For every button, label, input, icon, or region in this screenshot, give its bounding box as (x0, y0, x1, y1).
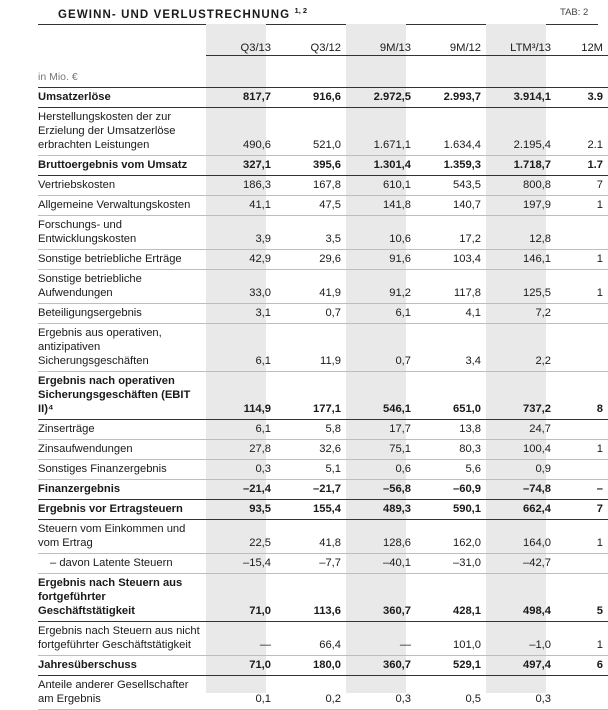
row-value: 7 (556, 500, 608, 520)
row-value: 91,2 (346, 270, 416, 304)
row-value: 1.718,7 (486, 156, 556, 176)
row-label: Ergebnis aus operativen, antizipativen Sicherungsgeschäften (38, 324, 206, 372)
row-value: 6,1 (206, 420, 276, 440)
row-value: 93,5 (206, 500, 276, 520)
row-value: –40,1 (346, 554, 416, 574)
row-value: 22,5 (206, 520, 276, 554)
row-value: 12,8 (486, 216, 556, 250)
row-value: 197,9 (486, 196, 556, 216)
row-value: 3.914,1 (486, 88, 556, 108)
row-value: 80,3 (416, 440, 486, 460)
row-value: 327,1 (206, 156, 276, 176)
row-label: Umsatzerlöse (38, 88, 206, 108)
row-value: 47,5 (276, 196, 346, 216)
row-value: 155,4 (276, 500, 346, 520)
table-row (38, 196, 608, 216)
row-label: Ergebnis nach operativen Sicherungsgeschäften (EBIT II)⁴ (38, 372, 206, 420)
row-value: 2,2 (486, 324, 556, 372)
row-value: 1.301,4 (346, 156, 416, 176)
row-value: 186,3 (206, 176, 276, 196)
row-value (556, 304, 608, 324)
table-title-text: GEWINN- UND VERLUSTRECHNUNG (58, 8, 291, 21)
row-value: 0,1 (206, 676, 276, 710)
table-row (38, 250, 608, 270)
row-value: 5,1 (276, 460, 346, 480)
row-value: 651,0 (416, 372, 486, 420)
tab-reference: TAB: 2 (560, 7, 589, 18)
row-value: 0,3 (346, 676, 416, 710)
row-label: Allgemeine Verwaltungskosten (38, 196, 206, 216)
column-header: Q3/12 (276, 33, 346, 56)
row-value: 2.972,5 (346, 88, 416, 108)
row-value (556, 554, 608, 574)
row-value: 497,4 (486, 656, 556, 676)
row-value: 32,6 (276, 440, 346, 460)
row-value: 1 (556, 622, 608, 656)
row-value: 1 (556, 520, 608, 554)
row-value: 0,7 (346, 324, 416, 372)
row-value: 5,6 (416, 460, 486, 480)
row-value: 167,8 (276, 176, 346, 196)
row-value: 1.634,4 (416, 108, 486, 156)
row-value: 3.9 (556, 88, 608, 108)
row-value: 543,5 (416, 176, 486, 196)
row-label: – davon Latente Steuern (38, 554, 206, 574)
row-value: 1 (556, 196, 608, 216)
row-value: 1.359,3 (416, 156, 486, 176)
row-label: Zinserträge (38, 420, 206, 440)
row-value: 2.1 (556, 108, 608, 156)
row-label: Vertriebskosten (38, 176, 206, 196)
row-label: Forschungs- und Entwicklungskosten (38, 216, 206, 250)
table-row (38, 440, 608, 460)
table-row (38, 500, 608, 520)
table-row (38, 108, 608, 156)
row-value: 103,4 (416, 250, 486, 270)
row-value: 2.993,7 (416, 88, 486, 108)
row-value: — (206, 622, 276, 656)
row-value: 177,1 (276, 372, 346, 420)
row-label: Herstellungskosten der zur Erzielung der Umsatzerlöse erbrachten Leistungen (38, 108, 206, 156)
row-label: Steuern vom Einkommen und vom Ertrag (38, 520, 206, 554)
row-value: 360,7 (346, 574, 416, 622)
row-value: 27,8 (206, 440, 276, 460)
row-value: 41,9 (276, 270, 346, 304)
row-value: 91,6 (346, 250, 416, 270)
row-value: 17,7 (346, 420, 416, 440)
row-value: 6,1 (206, 324, 276, 372)
income-statement-table (38, 33, 608, 710)
row-value: 125,5 (486, 270, 556, 304)
row-value: –60,9 (416, 480, 486, 500)
row-value: 24,7 (486, 420, 556, 440)
row-value: 113,6 (276, 574, 346, 622)
row-value: 2.195,4 (486, 108, 556, 156)
row-value: 1 (556, 270, 608, 304)
column-header: Q3/13 (206, 33, 276, 56)
row-value: 0,7 (276, 304, 346, 324)
row-label: Bruttoergebnis vom Umsatz (38, 156, 206, 176)
table-row (38, 676, 608, 710)
row-value: 8 (556, 372, 608, 420)
row-label: Anteile anderer Gesellschafter am Ergebnis (38, 676, 206, 710)
row-value: 71,0 (206, 574, 276, 622)
table-title (58, 6, 307, 21)
column-header: 9M/12 (416, 33, 486, 56)
table-row (38, 622, 608, 656)
row-value: — (346, 622, 416, 656)
table-row (38, 520, 608, 554)
row-value: 114,9 (206, 372, 276, 420)
row-value: 17,2 (416, 216, 486, 250)
row-value: 800,8 (486, 176, 556, 196)
row-value: 498,4 (486, 574, 556, 622)
table-row (38, 324, 608, 372)
column-header: LTM³/13 (486, 33, 556, 56)
row-value (556, 216, 608, 250)
table-row (38, 176, 608, 196)
table-row (38, 480, 608, 500)
row-value: –74,8 (486, 480, 556, 500)
row-value: 5 (556, 574, 608, 622)
row-value: 817,7 (206, 88, 276, 108)
row-value: 162,0 (416, 520, 486, 554)
row-value: 529,1 (416, 656, 486, 676)
row-value: 140,7 (416, 196, 486, 216)
row-value (556, 676, 608, 710)
row-value: –42,7 (486, 554, 556, 574)
row-label: Zinsaufwendungen (38, 440, 206, 460)
row-label: Sonstige betriebliche Erträge (38, 250, 206, 270)
row-value: 10,6 (346, 216, 416, 250)
row-value: –7,7 (276, 554, 346, 574)
row-value: 4,1 (416, 304, 486, 324)
row-value: – (556, 480, 608, 500)
row-value: 6,1 (346, 304, 416, 324)
row-label: Sonstiges Finanzergebnis (38, 460, 206, 480)
row-value: –21,7 (276, 480, 346, 500)
row-value: 75,1 (346, 440, 416, 460)
column-header: 12M (556, 33, 608, 56)
table-row (38, 372, 608, 420)
row-value: 0,3 (486, 676, 556, 710)
row-value: 42,9 (206, 250, 276, 270)
row-value: 490,6 (206, 108, 276, 156)
row-value: 101,0 (416, 622, 486, 656)
row-value: 0,9 (486, 460, 556, 480)
row-value: 13,8 (416, 420, 486, 440)
row-value (556, 324, 608, 372)
row-value: –1,0 (486, 622, 556, 656)
row-value: 29,6 (276, 250, 346, 270)
row-label: Ergebnis nach Steuern aus fortgeführter Geschäftstätigkeit (38, 574, 206, 622)
row-label: Ergebnis nach Steuern aus nicht fortgeführter Geschäftstätigkeit (38, 622, 206, 656)
row-label: Sonstige betriebliche Aufwendungen (38, 270, 206, 304)
row-value: 5,8 (276, 420, 346, 440)
table-row (38, 420, 608, 440)
row-value: 0,2 (276, 676, 346, 710)
row-value: 3,5 (276, 216, 346, 250)
row-value: 7 (556, 176, 608, 196)
table-row (38, 216, 608, 250)
row-value: 66,4 (276, 622, 346, 656)
table-row (38, 88, 608, 108)
units-label: in Mio. € (38, 71, 78, 83)
row-value: 3,4 (416, 324, 486, 372)
column-header-label (38, 33, 206, 56)
row-value: 916,6 (276, 88, 346, 108)
row-value: 128,6 (346, 520, 416, 554)
row-value: 590,1 (416, 500, 486, 520)
row-value: 737,2 (486, 372, 556, 420)
row-value: 521,0 (276, 108, 346, 156)
row-label: Finanzergebnis (38, 480, 206, 500)
table-row (38, 460, 608, 480)
row-value: 1 (556, 440, 608, 460)
table-row (38, 656, 608, 676)
row-value: 546,1 (346, 372, 416, 420)
row-value: 71,0 (206, 656, 276, 676)
row-label: Ergebnis vor Ertragsteuern (38, 500, 206, 520)
row-value: 395,6 (276, 156, 346, 176)
title-bar (38, 0, 598, 25)
table-row (38, 304, 608, 324)
row-value: 41,8 (276, 520, 346, 554)
row-value: 360,7 (346, 656, 416, 676)
table-row (38, 574, 608, 622)
row-value (556, 460, 608, 480)
row-value: 11,9 (276, 324, 346, 372)
row-value: 610,1 (346, 176, 416, 196)
row-value: –56,8 (346, 480, 416, 500)
row-value: 428,1 (416, 574, 486, 622)
row-value: 3,1 (206, 304, 276, 324)
table-row (38, 270, 608, 304)
title-footnote-marker: 1, 2 (294, 6, 308, 15)
row-value: 100,4 (486, 440, 556, 460)
row-value: 0,6 (346, 460, 416, 480)
row-value (556, 420, 608, 440)
row-value: 7,2 (486, 304, 556, 324)
row-value: 117,8 (416, 270, 486, 304)
row-value: 6 (556, 656, 608, 676)
row-value: 33,0 (206, 270, 276, 304)
row-value: 180,0 (276, 656, 346, 676)
column-header: 9M/13 (346, 33, 416, 56)
row-value: –21,4 (206, 480, 276, 500)
row-value: 3,9 (206, 216, 276, 250)
row-value: 662,4 (486, 500, 556, 520)
row-value: 1 (556, 250, 608, 270)
row-value: 141,8 (346, 196, 416, 216)
row-value: 0,3 (206, 460, 276, 480)
row-value: 1.671,1 (346, 108, 416, 156)
row-value: 164,0 (486, 520, 556, 554)
row-value: 1.7 (556, 156, 608, 176)
row-value: 0,5 (416, 676, 486, 710)
table-row (38, 156, 608, 176)
row-label: Jahresüberschuss (38, 656, 206, 676)
row-label: Beteiligungsergebnis (38, 304, 206, 324)
row-value: 489,3 (346, 500, 416, 520)
row-value: –31,0 (416, 554, 486, 574)
row-value: –15,4 (206, 554, 276, 574)
row-value: 146,1 (486, 250, 556, 270)
table-row (38, 554, 608, 574)
row-value: 41,1 (206, 196, 276, 216)
units-row (38, 56, 608, 88)
column-header-row (38, 33, 608, 56)
